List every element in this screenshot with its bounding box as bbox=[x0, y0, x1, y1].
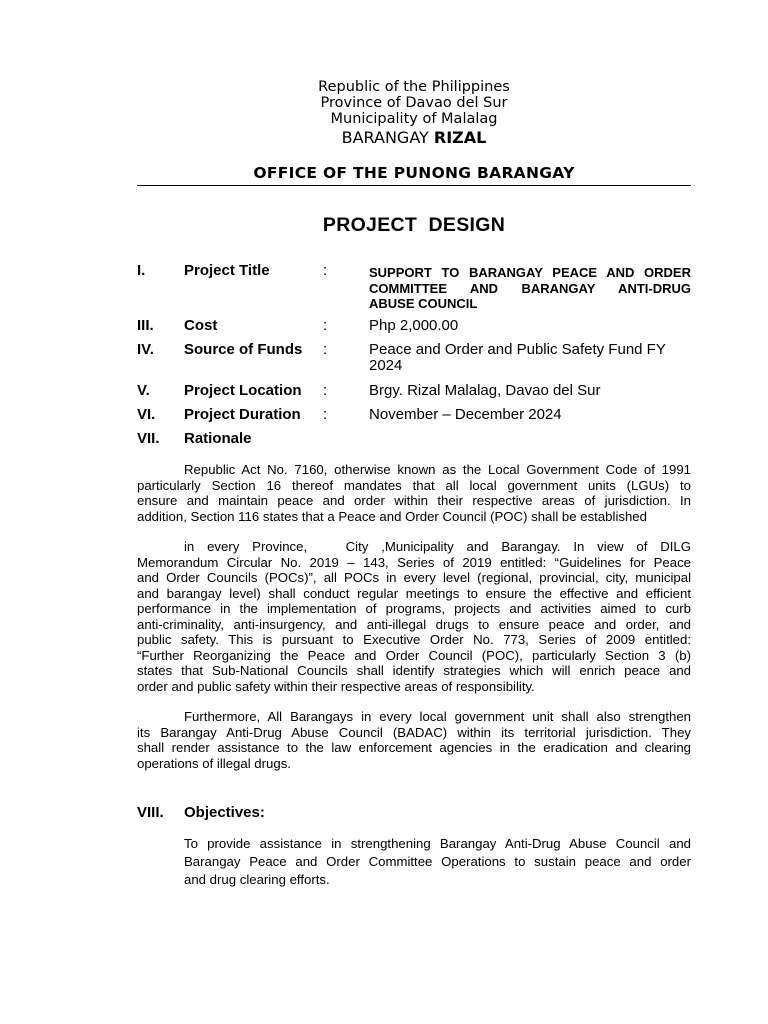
paragraph-line: ensure and maintain peace and order within their respective areas of jurisdiction. In bbox=[137, 493, 691, 508]
section-number: VIII. bbox=[137, 804, 164, 821]
field-label: Project Location bbox=[184, 382, 302, 399]
paragraph-line: Memorandum Circular No. 2019 – 143, Series of 2019 entitled: “Guidelines for Peace bbox=[137, 554, 691, 570]
rationale-paragraph-1 bbox=[137, 462, 691, 524]
paragraph-line: order and public safety within their respective areas of responsibility. bbox=[137, 678, 535, 694]
section-label: Objectives: bbox=[184, 804, 265, 821]
section-label: Rationale bbox=[184, 430, 252, 447]
paragraph-line: Furthermore, All Barangays in every local government unit shall also strengthen bbox=[184, 709, 691, 724]
field-label: Cost bbox=[184, 317, 218, 334]
rationale-paragraph-3 bbox=[137, 709, 691, 771]
header-municipality: Municipality of Malalag bbox=[330, 111, 498, 127]
field-label: Project Duration bbox=[184, 406, 301, 423]
paragraph-line: Republic Act No. 7160, otherwise known as the Local Government Code of 1991 bbox=[184, 462, 691, 477]
field-value: November – December 2024 bbox=[369, 406, 562, 423]
barangay-name: RIZAL bbox=[433, 128, 487, 147]
paragraph-line: Barangay Peace and Order Committee Operations to sustain peace and order bbox=[184, 854, 691, 869]
field-value bbox=[369, 342, 691, 374]
field-label: Source of Funds bbox=[184, 341, 303, 358]
paragraph-line: “Further Reorganizing the Peace and Order Council (POC), particularly Section 3 (b) bbox=[137, 647, 691, 663]
field-colon: : bbox=[323, 262, 328, 279]
field-number: VI. bbox=[137, 406, 156, 423]
paragraph-line: and barangay level) shall conduct regular meetings to ensure the effective and efficient bbox=[137, 585, 691, 601]
paragraph-line: addition, Section 116 states that a Peace and Order Council (POC) shall be established bbox=[137, 508, 647, 524]
field-number: III. bbox=[137, 317, 154, 334]
paragraph-line: operations of illegal drugs. bbox=[137, 755, 291, 771]
paragraph-line: and Order Councils (POCs)”, all POCs in every level (regional, provincial, city, municipal bbox=[137, 570, 691, 585]
field-colon: : bbox=[323, 406, 328, 423]
field-label: Project Title bbox=[184, 262, 270, 279]
section-number: VII. bbox=[137, 430, 160, 447]
field-colon: : bbox=[323, 382, 328, 399]
paragraph-line: shall render assistance to the law enforcement agencies in the eradication and clearing bbox=[137, 740, 691, 755]
field-value bbox=[369, 265, 691, 312]
field-number: IV. bbox=[137, 341, 154, 358]
header-divider bbox=[137, 185, 691, 186]
field-number: V. bbox=[137, 382, 150, 399]
value-line: COMMITTEE AND BARANGAY ANTI-DRUG bbox=[369, 280, 691, 296]
office-title: OFFICE OF THE PUNONG BARANGAY bbox=[253, 164, 575, 182]
header-barangay bbox=[0, 130, 768, 146]
value-line: Peace and Order and Public Safety Fund FY bbox=[369, 341, 666, 358]
objectives-paragraph bbox=[184, 835, 691, 889]
paragraph-line: in every Province, City ,Municipality and Barangay. In view of DILG bbox=[184, 539, 691, 554]
paragraph-line: public safety. This is pursuant to Executive Order No. 773, Series of 2009 entitled: bbox=[137, 632, 691, 647]
value-line: ABUSE COUNCIL bbox=[369, 296, 478, 311]
paragraph-line: anti-criminality, anti-insurgency, and anti-illegal drugs to ensure peace and order, and bbox=[137, 616, 691, 632]
field-value: Brgy. Rizal Malalag, Davao del Sur bbox=[369, 382, 601, 399]
value-line: 2024 bbox=[369, 357, 403, 374]
paragraph-line: and drug clearing efforts. bbox=[184, 872, 330, 887]
field-number: I. bbox=[137, 262, 146, 279]
paragraph-line: performance in the implementation of programs, projects and activities aimed to curb bbox=[137, 601, 691, 616]
value-line: SUPPORT TO BARANGAY PEACE AND ORDER bbox=[369, 265, 691, 280]
paragraph-line: To provide assistance in strengthening Barangay Anti-Drug Abuse Council and bbox=[184, 836, 691, 851]
field-value: Php 2,000.00 bbox=[369, 317, 459, 334]
header-province: Province of Davao del Sur bbox=[320, 95, 508, 111]
field-colon: : bbox=[323, 317, 328, 334]
field-colon: : bbox=[323, 341, 328, 358]
rationale-paragraph-2 bbox=[137, 539, 691, 694]
barangay-prefix: BARANGAY bbox=[341, 128, 429, 147]
paragraph-line: particularly Section 16 thereof mandates that all local government units (LGUs) to bbox=[137, 477, 691, 493]
header-republic: Republic of the Philippines bbox=[318, 79, 510, 95]
paragraph-line: its Barangay Anti-Drug Abuse Council (BADAC) within its territorial jurisdiction. They bbox=[137, 724, 691, 740]
paragraph-line: states that Sub-National Councils shall identify strategies which will enrich peace and bbox=[137, 663, 691, 678]
document-title: PROJECT DESIGN bbox=[322, 214, 506, 236]
